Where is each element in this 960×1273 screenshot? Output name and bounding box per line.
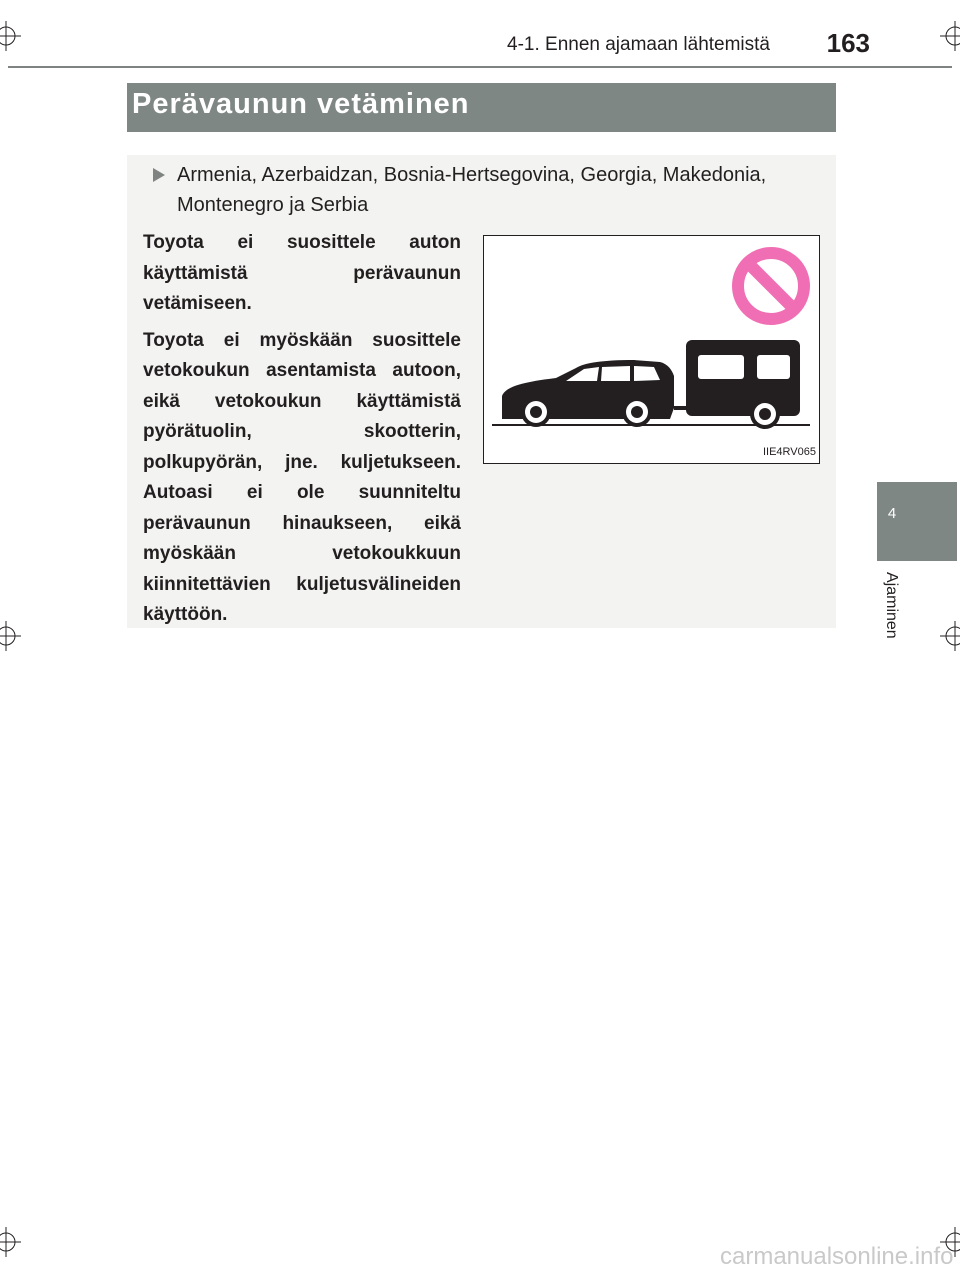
registration-mark-icon xyxy=(940,21,960,51)
header-divider xyxy=(8,66,952,68)
registration-mark-icon xyxy=(940,621,960,651)
paragraph: Toyota ei suosittele auton käyttämistä perävaunun vetämiseen. xyxy=(143,232,461,314)
chapter-number: 4 xyxy=(887,505,897,522)
prohibition-icon xyxy=(738,253,804,319)
triangle-right-icon xyxy=(151,167,167,183)
chapter-label-text: Ajaminen xyxy=(883,572,900,639)
section-title: Perävaunun vetäminen xyxy=(132,88,470,120)
caravan-trailer-icon xyxy=(686,340,800,429)
country-list-bullet: Armenia, Azerbaidzan, Bosnia-Hertsegovina, Georgia, Makedonia, Montenegro ja Serbia xyxy=(177,164,767,216)
registration-mark-icon xyxy=(0,21,21,51)
towing-illustration xyxy=(484,236,818,462)
paragraph: Toyota ei myöskään suosittele vetokoukun asentamista autoon, eikä vetokoukun käyttämistä pyörätuolin, skootterin, polkupyörän, jne. kuljetukseen. Autoasi ei ole suunniteltu perävaunun hinaukseen, eikä myöskään vetokoukkuun kiinnitettävien kuljetusvälineiden käyttöön. xyxy=(143,329,461,625)
page-number: 163 xyxy=(826,28,870,58)
header-section-title: 4-1. Ennen ajamaan lähtemistä xyxy=(507,34,770,55)
watermark: carmanualsonline.info xyxy=(720,1243,954,1270)
body-text xyxy=(143,228,461,637)
registration-mark-icon xyxy=(0,621,21,651)
illustration-frame xyxy=(483,235,820,464)
registration-mark-icon xyxy=(0,1227,21,1257)
chapter-label xyxy=(878,572,902,652)
figure-code: IIE4RV065 xyxy=(762,446,816,458)
car-icon xyxy=(502,360,690,427)
